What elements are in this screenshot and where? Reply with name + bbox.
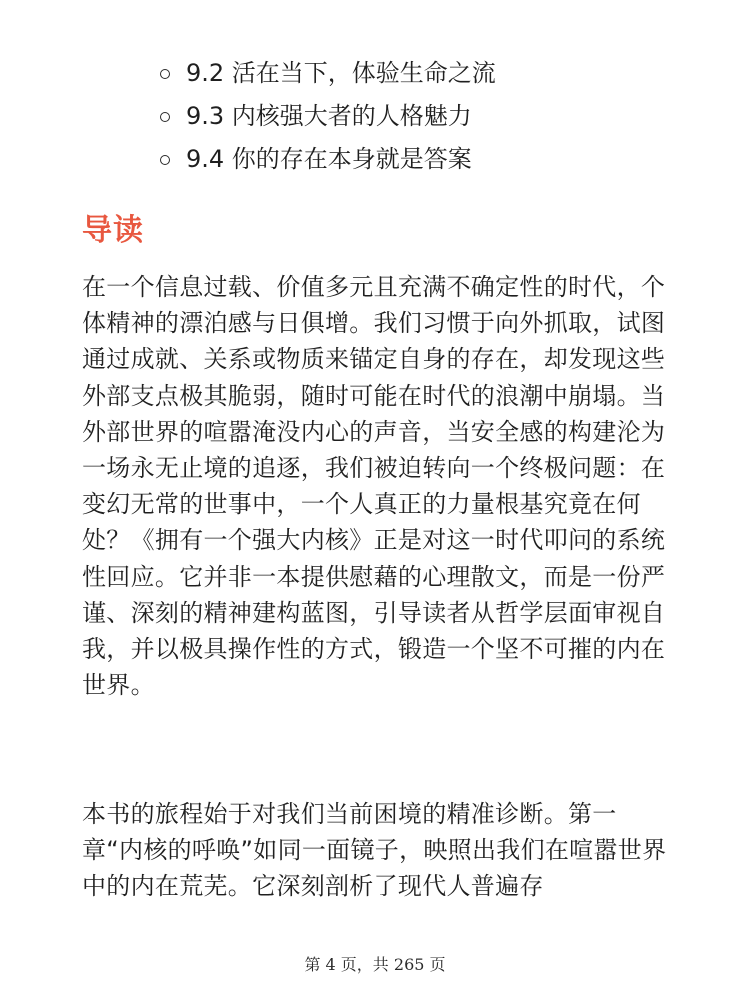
toc-item[interactable]	[160, 138, 496, 181]
toc-item-label: 9.4 你的存在本身就是答案	[186, 145, 472, 173]
toc-item-label: 9.3 内核强大者的人格魅力	[186, 102, 472, 130]
toc-item[interactable]	[160, 52, 496, 95]
page-number-footer: 第 4 页，共 265 页	[304, 955, 446, 974]
hollow-circle-bullet-icon	[160, 69, 170, 79]
hollow-circle-bullet-icon	[160, 112, 170, 122]
section-heading: 导读	[82, 213, 144, 248]
body-paragraph: 本书的旅程始于对我们当前困境的精准诊断。第一章“内核的呼唤”如同一面镜子，映照出我们在喧嚣世界中的内在荒芜。它深刻剖析了现代人普遍存	[82, 800, 667, 901]
toc-item[interactable]	[160, 95, 496, 138]
toc-item-label: 9.2 活在当下，体验生命之流	[186, 59, 496, 87]
toc-list	[160, 52, 496, 181]
hollow-circle-bullet-icon	[160, 155, 170, 165]
body-paragraph: 在一个信息过载、价值多元且充满不确定性的时代，个体精神的漂泊感与日俱增。我们习惯于向外抓取，试图通过成就、关系或物质来锚定自身的存在，却发现这些外部支点极其脆弱，随时可能在时代的浪潮中崩塌。当外部世界的喧嚣淹没内心的声音，当安全感的构建沦为一场永无止境的追逐，我们被迫转向一个终极问题：在变幻无常的世事中，一个人真正的力量根基究竟在何处？《拥有一个强大内核》正是对这一时代叩问的系统性回应。它并非一本提供慰藉的心理散文，而是一份严谨、深刻的精神建构蓝图，引导读者从哲学层面审视自我，并以极具操作性的方式，锻造一个坚不可摧的内在世界。	[82, 273, 666, 700]
